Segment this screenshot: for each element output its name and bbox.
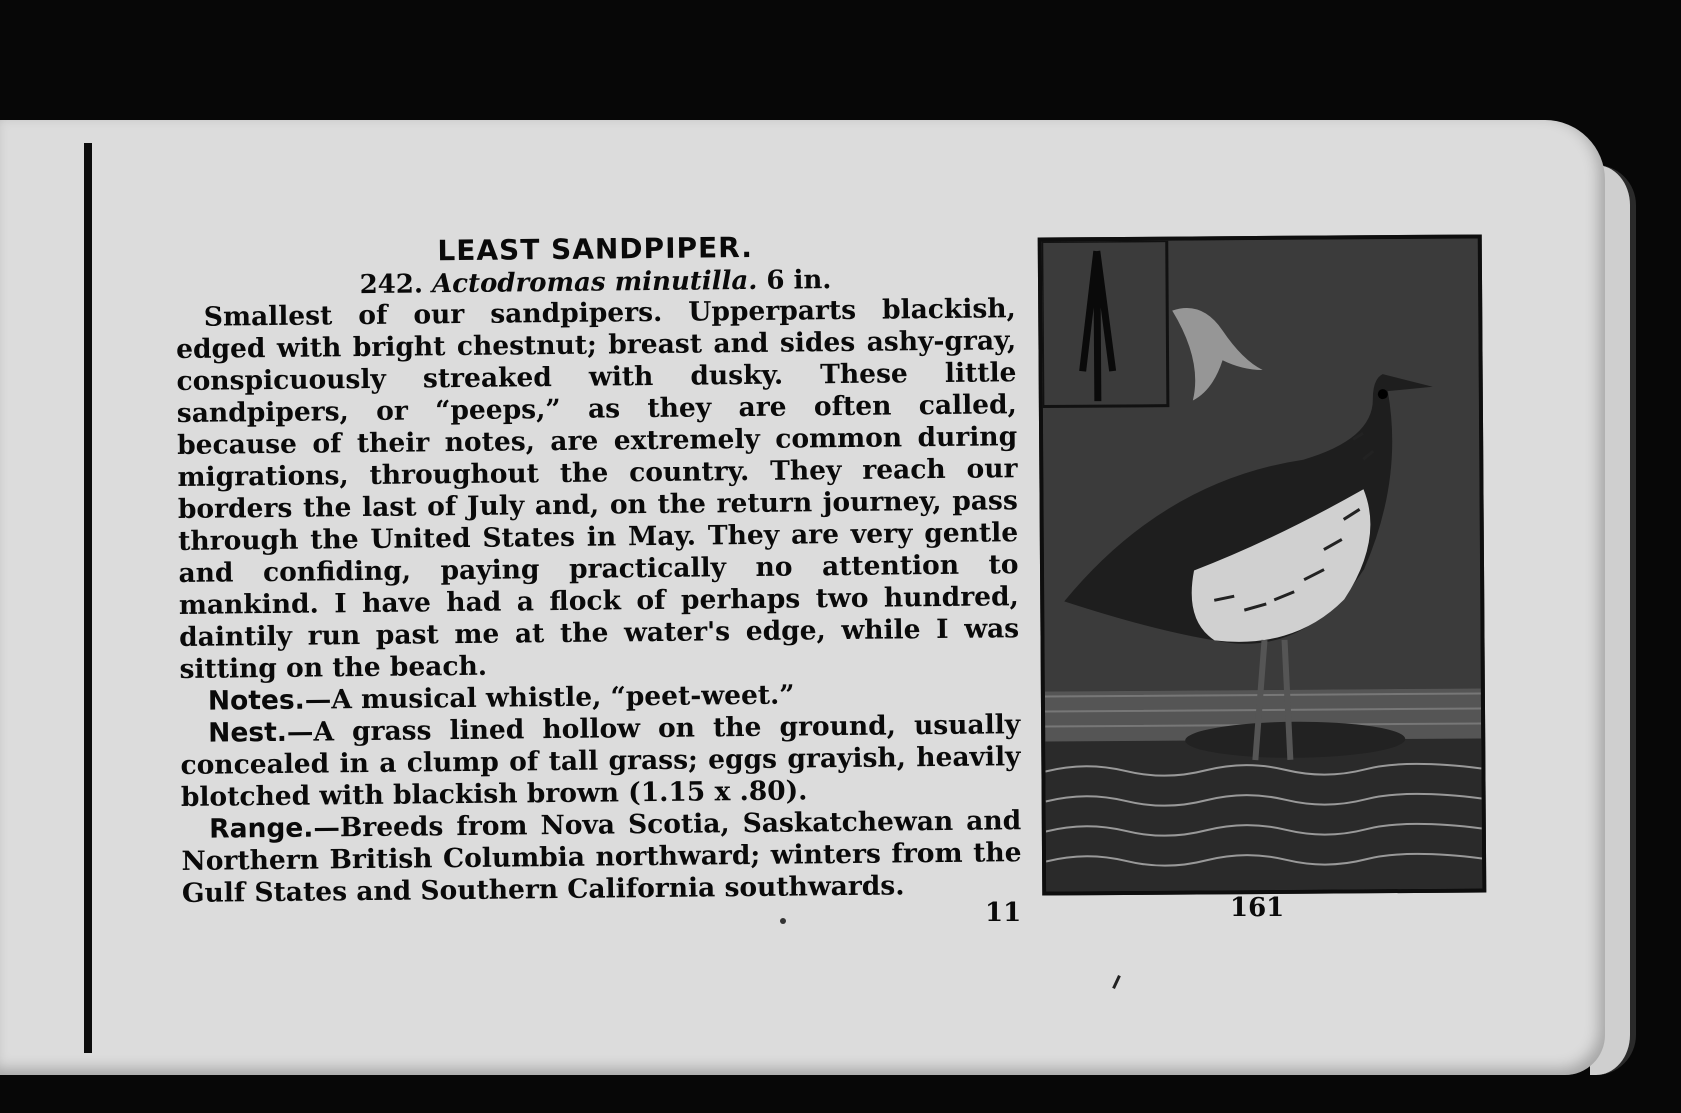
page-number-left: 11	[985, 898, 1022, 928]
range-paragraph	[181, 805, 1022, 910]
notes-label: Notes.	[207, 684, 305, 717]
nest-label: Nest.	[208, 716, 288, 749]
sandpiper-illustration	[1038, 234, 1487, 895]
range-text: —Breeds from Nova Scotia, Saskatchewan and Northern British Columbia northward; winters from the Gulf States and Southern California southwards.	[181, 805, 1022, 909]
nest-paragraph	[180, 709, 1021, 814]
sandpiper-drawing	[1042, 238, 1483, 891]
species-title: LEAST SANDPIPER.	[437, 230, 754, 268]
page-number-right: 161	[1230, 893, 1285, 923]
nest-text: —A grass lined hollow on the ground, usually concealed in a clump of tall grass; eggs grayish, heavily blotched with blackish brown (1.15 x .80).	[180, 709, 1021, 813]
latin-name: Actodromas minutilla.	[431, 265, 758, 300]
species-entry	[175, 228, 1022, 910]
species-size: 6 in.	[766, 265, 832, 296]
book-spine	[84, 143, 92, 1053]
notes-text: —A musical whistle, “peet-weet.”	[304, 679, 795, 716]
species-number: 242.	[359, 269, 424, 301]
ink-speck	[780, 918, 786, 924]
range-label: Range.	[209, 812, 314, 845]
species-description: Smallest of our sandpipers. Upperparts blackish, edged with bright chestnut; breast and sides ashy-gray, conspicuously streaked with dusky. These little sandpipers, or “peeps,” as they are often called, because of their notes, are extremely common during migrations, throughout the country. They reach our borders the last of July and, on the return journey, pass through the United States in May. They are very gentle and confiding, paying practically no attention to mankind. I have had a flock of perhaps two hundred, daintily run past me at the water's edge, while I was sitting on the beach.	[176, 293, 1020, 685]
